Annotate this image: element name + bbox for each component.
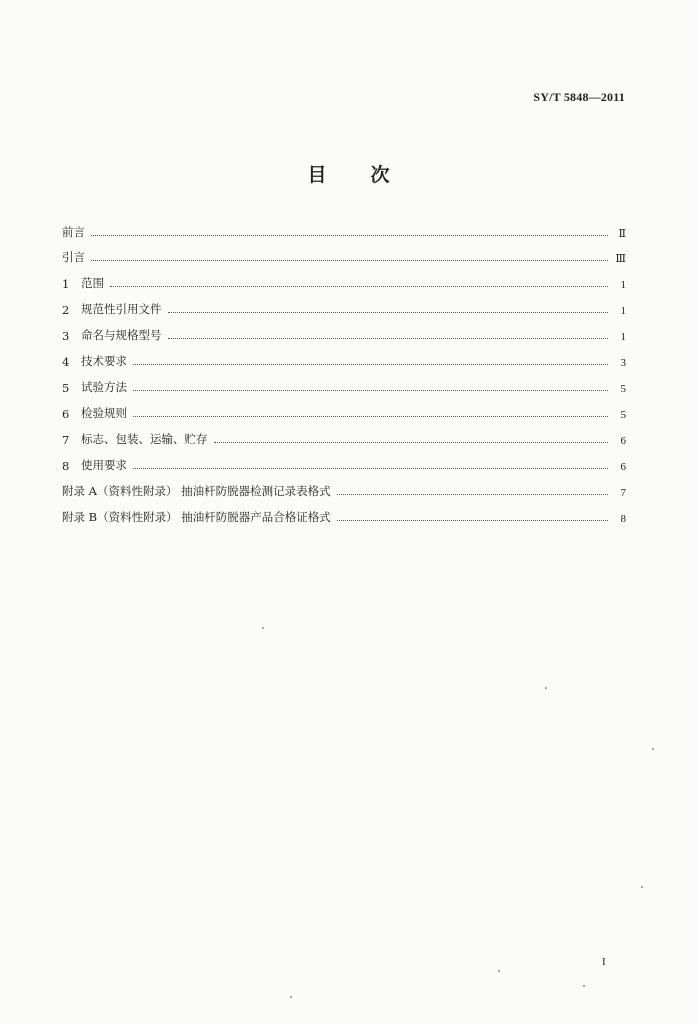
toc-entry-number: 3 (62, 329, 70, 343)
toc-entry-page: 6 (620, 435, 626, 447)
scan-speck (652, 748, 654, 750)
toc-entry-label: 使用要求 (81, 458, 127, 472)
toc-title-part2: 次 (370, 164, 390, 186)
toc-entry-label: 规范性引用文件 (81, 302, 162, 316)
toc-entry[interactable] (62, 479, 626, 499)
toc-entry[interactable] (62, 220, 626, 240)
scan-speck (290, 996, 292, 998)
toc-entry-label: 前言 (62, 225, 85, 239)
scan-speck (262, 627, 264, 629)
dot-leader (337, 493, 608, 495)
toc-entry-page: 1 (620, 331, 626, 343)
scan-speck (498, 970, 500, 972)
dot-leader (133, 389, 608, 391)
toc-entry-number: 8 (62, 459, 70, 473)
page-number: I (602, 956, 606, 968)
toc-entry[interactable] (62, 401, 626, 421)
dot-leader (91, 259, 608, 261)
toc-title (0, 160, 697, 187)
dot-leader (91, 234, 608, 236)
toc-entry-page: 7 (620, 487, 626, 499)
dot-leader (110, 285, 608, 287)
toc-entry-label: 引言 (62, 250, 85, 264)
toc-entry-number: 6 (62, 407, 70, 421)
scan-speck (641, 886, 643, 888)
toc-entry-label: 命名与规格型号 (81, 328, 162, 342)
toc-entry-number: 1 (62, 277, 70, 291)
dot-leader (337, 519, 608, 521)
toc-entry[interactable] (62, 323, 626, 343)
toc-entry[interactable] (62, 271, 626, 291)
dot-leader (133, 467, 608, 469)
toc-title-part1: 目 (307, 164, 327, 186)
toc-entry-number: 5 (62, 381, 70, 395)
toc-entry-page: 1 (620, 279, 626, 291)
toc-entry[interactable] (62, 427, 626, 447)
toc-entry-label: 技术要求 (81, 354, 127, 368)
toc-entry-label: 附录 A（资料性附录） 抽油杆防脱器检测记录表格式 (62, 484, 331, 498)
toc-entry-page: 5 (620, 383, 626, 395)
toc-entry-number: 2 (62, 303, 70, 317)
standard-code: SY/T 5848—2011 (533, 90, 625, 104)
scan-speck (583, 985, 585, 987)
dot-leader (168, 311, 609, 313)
toc-entry[interactable] (62, 453, 626, 473)
toc-entry-number: 4 (62, 355, 70, 369)
toc-entry[interactable] (62, 375, 626, 395)
toc-entry-label: 标志、包装、运输、贮存 (81, 432, 208, 446)
toc-entry[interactable] (62, 245, 626, 265)
toc-entry-page: 8 (620, 513, 626, 525)
toc-entry-label: 附录 B（资料性附录） 抽油杆防脱器产品合格证格式 (62, 510, 331, 524)
toc-entry-page: 6 (620, 461, 626, 473)
toc-entry[interactable] (62, 505, 626, 525)
toc-entry-number: 7 (62, 433, 70, 447)
toc-entry[interactable] (62, 349, 626, 369)
dot-leader (133, 415, 608, 417)
toc-entry[interactable] (62, 297, 626, 317)
dot-leader (168, 337, 609, 339)
scan-speck (545, 687, 547, 689)
toc-entry-label: 检验规则 (81, 406, 127, 420)
toc-entry-label: 范围 (81, 276, 104, 290)
toc-entry-page: 3 (620, 357, 626, 369)
toc-entry-page: Ⅲ (615, 253, 626, 265)
toc-entry-label: 试验方法 (81, 380, 127, 394)
dot-leader (133, 363, 608, 365)
toc-entry-page: 5 (620, 409, 626, 421)
toc-entry-page: 1 (620, 305, 626, 317)
dot-leader (214, 441, 609, 443)
toc-entry-page: Ⅱ (618, 228, 626, 240)
